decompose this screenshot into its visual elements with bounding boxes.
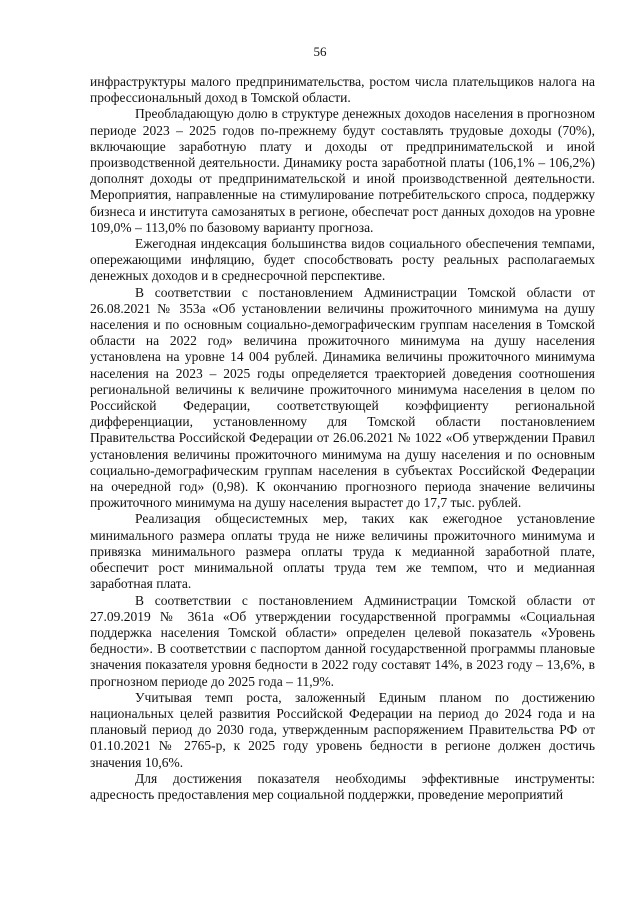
paragraph-poverty-target: Учитывая темп роста, заложенный Единым планом по достижению национальных целей развития Российской Федерации на период до 2024 года и на плановый период до 2030 года, утвержденным распоряжением Правительства РФ от 01.10.2021 № 2765-р, к 2025 году уровень бедности в регионе должен достичь значения 10,6%. [90, 689, 595, 770]
paragraph-instruments: Для достижения показателя необходимы эффективные инструменты: адресность предоставления мер социальной поддержки, проведение мероприятий [90, 770, 595, 802]
paragraph-minimum-wage: Реализация общесистемных мер, таких как ежегодное установление минимального размера оплаты труда не ниже величины прожиточного минимума и привязка минимального размера оплаты труда к медианной заработной плате, обеспечит рост минимальной оплаты труда тем же темпом, что и медианная заработная плата. [90, 511, 595, 592]
paragraph-social-indexation: Ежегодная индексация большинства видов социального обеспечения темпами, опережающими инфляцию, будет способствовать росту реальных располагаемых денежных доходов и в среднесрочной перспективе. [90, 236, 595, 284]
paragraph-poverty-indicator: В соответствии с постановлением Администрации Томской области от 27.09.2019 № 361а «Об утверждении государственной программы «Социальная поддержка населения Томской области» определен целевой показатель «Уровень бедности». В соответствии с паспортом данной государственной программы плановые значения показателя уровня бедности в 2022 году составят 14%, в 2023 году – 13,6%, в прогнозном периоде до 2025 года – 11,9%. [90, 592, 595, 689]
paragraph-continuation: инфраструктуры малого предпринимательства, ростом числа плательщиков налога на профессиональный доход в Томской области. [90, 74, 595, 106]
paragraph-subsistence-minimum: В соответствии с постановлением Администрации Томской области от 26.08.2021 № 353а «Об установлении величины прожиточного минимума на душу населения и по основным социально-демографическим группам населения в Томской области на 2022 год» величина прожиточного минимума на душу населения установлена на уровне 14 004 рублей. Динамика величины прожиточного минимума населения на 2023 – 2025 годы определяется траекторией доведения соотношения региональной величины к величине прожиточного минимума населения в целом по Российской Федерации, соответствующей коэффициенту региональной дифференциации, установленному для Томской области постановлением Правительства Российской Федерации от 26.06.2021 № 1022 «Об утверждении Правил установления величины прожиточного минимума на душу населения и по основным социально-демографическим группам населения в субъектах Российской Федерации на очередной год» (0,98). К окончанию прогнозного периода значение величины прожиточного минимума на душу населения вырастет до 17,7 тыс. рублей. [90, 284, 595, 511]
page-number: 56 [313, 44, 327, 59]
paragraph-income-structure: Преобладающую долю в структуре денежных доходов населения в прогнозном периоде 2023 – 2025 годов по-прежнему будут составлять трудовые доходы (70%), включающие заработную плату и доходы от предпринимательской и иной производственной деятельности. Динамику роста заработной платы (106,1% – 106,2%) дополнят доходы от предпринимательской и иной производственной деятельности. Мероприятия, направленные на стимулирование потребительского спроса, поддержку бизнеса и института самозанятых в регионе, обеспечат рост данных доходов на уровне 109,0% – 113,0% по базовому варианту прогноза. [90, 106, 595, 235]
document-body [90, 74, 595, 803]
